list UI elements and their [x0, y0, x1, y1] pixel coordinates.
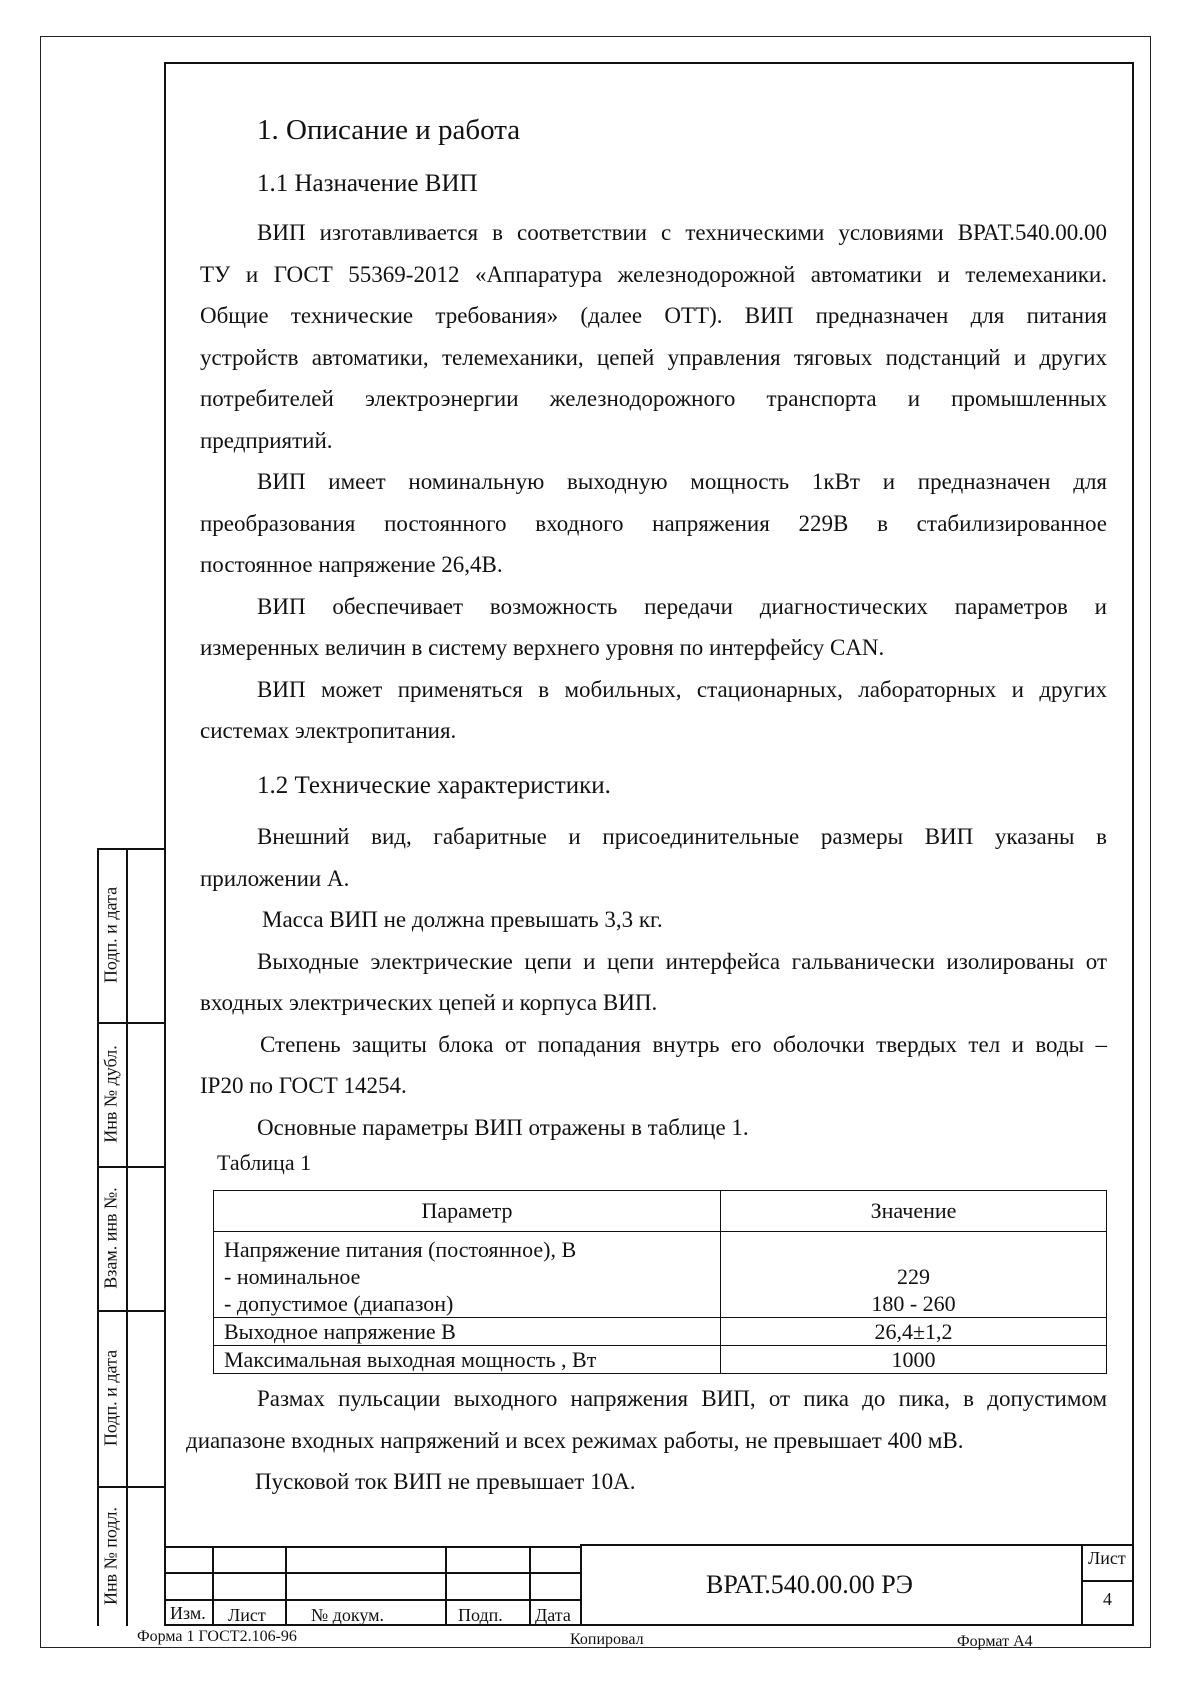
cell-line: - допустимое (диапазон) [224, 1291, 454, 1316]
text-line: Внешний вид, габаритные и присоединительные размеры ВИП указаны в [257, 824, 1107, 849]
paragraph-ripple [186, 1378, 1107, 1503]
footer-format: Формат А4 [957, 1633, 1033, 1650]
paragraph-specs [200, 816, 1107, 1148]
cell-line: 229 [897, 1264, 930, 1289]
side-stamp-rule [97, 1022, 165, 1024]
text-line: входных электрических цепей и корпуса ВИП. [200, 990, 658, 1015]
table-cell-param: Выходное напряжение В [214, 1318, 721, 1346]
title-block-rule [164, 1599, 582, 1601]
table-cell-value: 1000 [721, 1346, 1107, 1374]
text-line: измеренных величин в систему верхнего уровня по интерфейсу CAN. [200, 635, 885, 660]
paragraph-purpose [200, 212, 1107, 752]
text-line: постоянное напряжение 26,4В. [200, 552, 503, 577]
table-header-cell: Значение [721, 1191, 1107, 1232]
title-block-divider [285, 1546, 287, 1626]
text-line: приложении А. [200, 865, 350, 891]
text-line: предприятий. [200, 427, 333, 453]
text-line: IP20 по ГОСТ 14254. [200, 1073, 407, 1098]
table-row [214, 1232, 1107, 1318]
title-block-divider [212, 1546, 214, 1626]
table-row [214, 1346, 1107, 1374]
side-stamp-rule [97, 1486, 165, 1488]
subsection-heading-1-2: 1.2 Технические характеристики. [257, 772, 611, 799]
text-line: ВИП имеет номинальную выходную мощность 1кВт и предназначен для [257, 469, 1107, 494]
text-line: Общие технические требования» (далее ОТТ). ВИП предназначен для питания [200, 303, 1107, 328]
text-line: ВИП обеспечивает возможность передачи диагностических параметров и [257, 593, 1107, 619]
col-label-date: Дата [535, 1605, 571, 1625]
table-cell-param [214, 1232, 721, 1318]
parameters-table [213, 1190, 1107, 1374]
text-line: Пусковой ток ВИП не превышает 10А. [255, 1469, 636, 1494]
title-block-rule [164, 1572, 582, 1574]
sheet-label: Лист [1088, 1548, 1126, 1568]
text-line: устройств автоматики, телемеханики, цепей управления тяговых подстанций и других [200, 344, 1107, 370]
text-line: Степень защиты блока от попадания внутрь его оболочки твердых тел и воды – [260, 1031, 1107, 1057]
title-block-divider [445, 1546, 447, 1626]
text-line: ВИП изготавливается в соответствии с техническими условиями ВРАТ.540.00.00 [257, 220, 1107, 245]
subsection-heading-1-1: 1.1 Назначение ВИП [257, 170, 478, 197]
table-header-row [214, 1191, 1107, 1232]
text-line: Основные параметры ВИП отражены в таблице 1. [257, 1114, 749, 1140]
table-row [214, 1318, 1107, 1346]
title-block-divider [1081, 1546, 1083, 1626]
title-block-rule [164, 1546, 582, 1548]
table-cell-param: Максимальная выходная мощность , Вт [214, 1346, 721, 1374]
text-line: системах электропитания. [200, 718, 457, 743]
footer-copied: Копировал [570, 1631, 644, 1648]
document-designation: ВРАТ.540.00.00 РЭ [706, 1570, 913, 1599]
text-line: диапазоне входных напряжений и всех режимах работы, не превышает 400 мВ. [186, 1427, 964, 1453]
col-label-change: Изм. [170, 1603, 206, 1623]
col-label-sheet: Лист [228, 1605, 266, 1625]
text-line: Масса ВИП не должна превышать 3,3 кг. [262, 907, 663, 932]
col-label-doc-number: № докум. [311, 1605, 384, 1625]
table-cell-value [721, 1232, 1107, 1318]
side-stamp-divider [126, 848, 128, 1626]
text-line: потребителей электроэнергии железнодорожного транспорта и промышленных [200, 386, 1107, 411]
cell-line: Напряжение питания (постоянное), В [224, 1237, 577, 1262]
text-line: ВИП может применяться в мобильных, стационарных, лабораторных и других [257, 676, 1107, 702]
cell-line: - номинальное [224, 1264, 361, 1289]
footer-form: Форма 1 ГОСТ2.106-96 [137, 1628, 297, 1645]
title-block-rule [1081, 1580, 1134, 1582]
table-caption: Таблица 1 [217, 1150, 312, 1175]
title-block-divider [580, 1546, 582, 1626]
table-header-cell: Параметр [214, 1191, 721, 1232]
col-label-signature: Подп. [458, 1605, 503, 1625]
title-block-divider [529, 1546, 531, 1626]
table-cell-value: 26,4±1,2 [721, 1318, 1107, 1346]
text-line: преобразования постоянного входного напряжения 229В в стабилизированное [200, 510, 1107, 536]
cell-line: 180 - 260 [871, 1291, 956, 1316]
title-block-top-rule [580, 1544, 1134, 1546]
side-stamp-rule [97, 1310, 165, 1312]
sheet-number: 4 [1103, 1589, 1112, 1609]
section-heading: 1. Описание и работа [257, 114, 521, 146]
cell-line [731, 1236, 1096, 1263]
text-line: ТУ и ГОСТ 55369-2012 «Аппаратура железнодорожной автоматики и телемеханики. [200, 261, 1107, 287]
side-stamp-rule [97, 1166, 165, 1168]
text-line: Размах пульсации выходного напряжения ВИП, от пика до пика, в допустимом [257, 1386, 1107, 1411]
text-line: Выходные электрические цепи и цепи интерфейса гальванически изолированы от [257, 948, 1107, 974]
